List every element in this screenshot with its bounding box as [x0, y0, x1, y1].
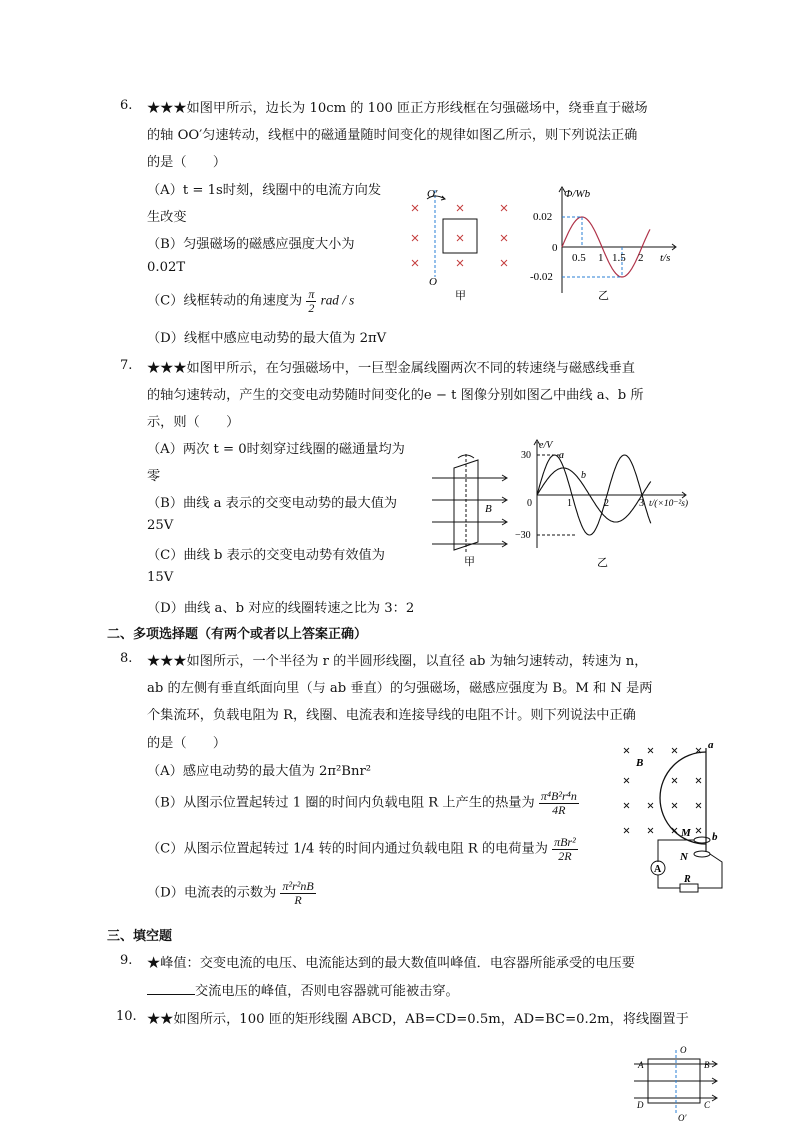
option-a-cont: 生改变: [147, 210, 187, 225]
question-number: 6.: [120, 98, 133, 113]
svg-text:−30: −30: [515, 530, 531, 541]
square-coil: [443, 219, 477, 253]
svg-text:30: 30: [521, 450, 531, 461]
svg-text:1.5: 1.5: [612, 252, 626, 264]
question-text: ★★★如图所示，一个半径为 r 的半圆形线圈，以直径 ab 为轴匀速转动，转速为 n，: [147, 654, 648, 669]
svg-text:-0.02: -0.02: [530, 271, 553, 283]
figure-emf-graph: [515, 438, 695, 573]
option-a: （A）感应电动势的最大值为 2π²Bnr²: [147, 764, 372, 779]
resistor: [680, 884, 698, 892]
answer-blank[interactable]: [147, 982, 195, 995]
question-number: 7.: [120, 358, 133, 373]
section-heading: 二、多项选择题（有两个或者以上答案正确）: [107, 627, 368, 642]
svg-text:B: B: [636, 757, 644, 769]
svg-text:Φ/Wb: Φ/Wb: [564, 188, 591, 200]
option-b: （B）曲线 a 表示的交变电动势的最大值为: [147, 496, 398, 511]
option-d: （D）线框中感应电动势的最大值为 2πV: [147, 331, 387, 346]
fill-blank-line: 交流电压的峰值，否则电容器就可能被击穿。: [147, 980, 459, 999]
question-text: ★★如图所示，100 匝的矩形线圈 ABCD，AB=CD=0.5m，AD=BC=0.2m，将线圈置于: [147, 1012, 689, 1027]
svg-text:b: b: [581, 470, 586, 481]
option-c: （C）从图示位置起转过 1/4 转的时间内通过负载电阻 R 的电荷量为 $\frac{\text{πBr²}}{2R}$: [147, 835, 576, 863]
question-number: 10.: [116, 1009, 137, 1024]
svg-text:M: M: [681, 827, 691, 839]
svg-text:1: 1: [567, 498, 572, 509]
svg-text:0.5: 0.5: [572, 252, 586, 264]
option-c: （C）线框转动的角速度为 $\frac{\pi}{2}$ rad / s: [147, 287, 355, 315]
magnetic-field-crosses: [412, 205, 507, 266]
figure-semicircle-circuit: [618, 738, 728, 898]
svg-text:B: B: [485, 503, 492, 515]
svg-text:a: a: [559, 450, 564, 461]
svg-text:1: 1: [598, 252, 604, 264]
section-heading: 三、填空题: [107, 929, 173, 944]
figure-rotating-frame: [405, 185, 525, 305]
question-text: ★★★如图甲所示，在匀强磁场中，一巨型金属线圈两次不同的转速绕与磁感线垂直: [147, 361, 635, 376]
option-c-cont: 15V: [147, 570, 174, 585]
fraction: $\frac{\text{π⁴B²r⁴n}}{4R}$: [540, 789, 577, 817]
svg-text:A: A: [654, 864, 662, 875]
question-text: ab 的左侧有垂直纸面向里（与 ab 垂直）的匀强磁场，磁感应强度为 B。M 和 N 是两: [147, 681, 653, 696]
option-a-cont: 零: [147, 469, 161, 484]
option-b-cont: 25V: [147, 518, 174, 533]
svg-text:0: 0: [527, 498, 532, 509]
option-d: （D）电流表的示数为 $\frac{\text{π²r²nB}}{R}$: [147, 879, 314, 907]
figure-flux-graph: [530, 183, 680, 308]
question-text: 示，则（ ）: [147, 415, 240, 430]
option-b: （B）从图示位置起转过 1 圈的时间内负载电阻 R 上产生的热量为 $\frac{\text{π⁴B²r⁴n}}{4R}$: [147, 789, 577, 817]
figure-coil-in-field: [430, 450, 510, 570]
svg-text:e/V: e/V: [539, 440, 553, 451]
question-text: 的是（ ）: [147, 736, 227, 751]
svg-text:N: N: [680, 851, 688, 863]
option-d: （D）曲线 a、b 对应的线圈转速之比为 3：2: [147, 601, 415, 616]
fraction: $\frac{\pi}{2}$: [308, 287, 315, 315]
option-a: （A）t = 1s时刻，线圈中的电流方向发: [147, 183, 382, 198]
question-number: 9.: [120, 953, 133, 968]
svg-text:D: D: [637, 1100, 644, 1110]
svg-text:t/s: t/s: [660, 252, 671, 264]
svg-text:2: 2: [638, 252, 644, 264]
svg-text:O′: O′: [427, 188, 438, 200]
figure-rectangular-coil: [632, 1042, 724, 1122]
svg-text:甲: 甲: [455, 290, 466, 302]
question-text: 的是（ ）: [147, 155, 227, 170]
svg-text:t/(×10⁻²s): t/(×10⁻²s): [649, 499, 689, 509]
svg-text:乙: 乙: [598, 290, 609, 302]
svg-text:O: O: [680, 1045, 687, 1055]
question-number: 8.: [120, 651, 133, 666]
question-text: 的轴 OO′匀速转动，线框中的磁通量随时间变化的规律如图乙所示，则下列说法正确: [147, 128, 638, 143]
option-a: （A）两次 t = 0时刻穿过线圈的磁通量均为: [147, 442, 405, 457]
svg-text:0: 0: [552, 242, 558, 254]
svg-text:a: a: [708, 739, 714, 751]
svg-text:甲: 甲: [464, 556, 475, 568]
fraction: $\frac{\text{π²r²nB}}{R}$: [282, 879, 314, 907]
svg-text:0.02: 0.02: [533, 211, 553, 223]
option-c: （C）曲线 b 表示的交变电动势有效值为: [147, 548, 385, 563]
svg-text:2: 2: [604, 498, 609, 509]
option-b: （B）匀强磁场的磁感应强度大小为: [147, 237, 355, 252]
svg-text:A: A: [638, 1060, 644, 1070]
svg-text:3: 3: [639, 498, 644, 509]
option-b-cont: 0.02T: [147, 260, 186, 275]
ring-n: [694, 851, 710, 857]
svg-text:C: C: [704, 1100, 711, 1110]
question-text: ★★★如图甲所示，边长为 10cm 的 100 匝正方形线框在匀强磁场中，绕垂直于磁场: [147, 101, 648, 116]
question-text: 的轴匀速转动，产生的交变电动势随时间变化的e − t 图像分别如图乙中曲线 a、b 所: [147, 388, 644, 403]
svg-text:R: R: [684, 874, 691, 885]
svg-text:乙: 乙: [597, 557, 608, 569]
svg-text:b: b: [712, 831, 718, 843]
fraction: $\frac{\text{πBr²}}{2R}$: [554, 835, 576, 863]
svg-text:O: O: [429, 276, 437, 288]
question-text: 个集流环，负载电阻为 R，线圈、电流表和连接导线的电阻不计。则下列说法中正确: [147, 708, 636, 723]
question-text: ★峰值：交变电流的电压、电流能达到的最大数值叫峰值．电容器所能承受的电压要: [147, 956, 635, 971]
ring-m: [694, 837, 710, 843]
svg-text:B: B: [704, 1060, 710, 1070]
svg-text:O′: O′: [678, 1113, 687, 1122]
